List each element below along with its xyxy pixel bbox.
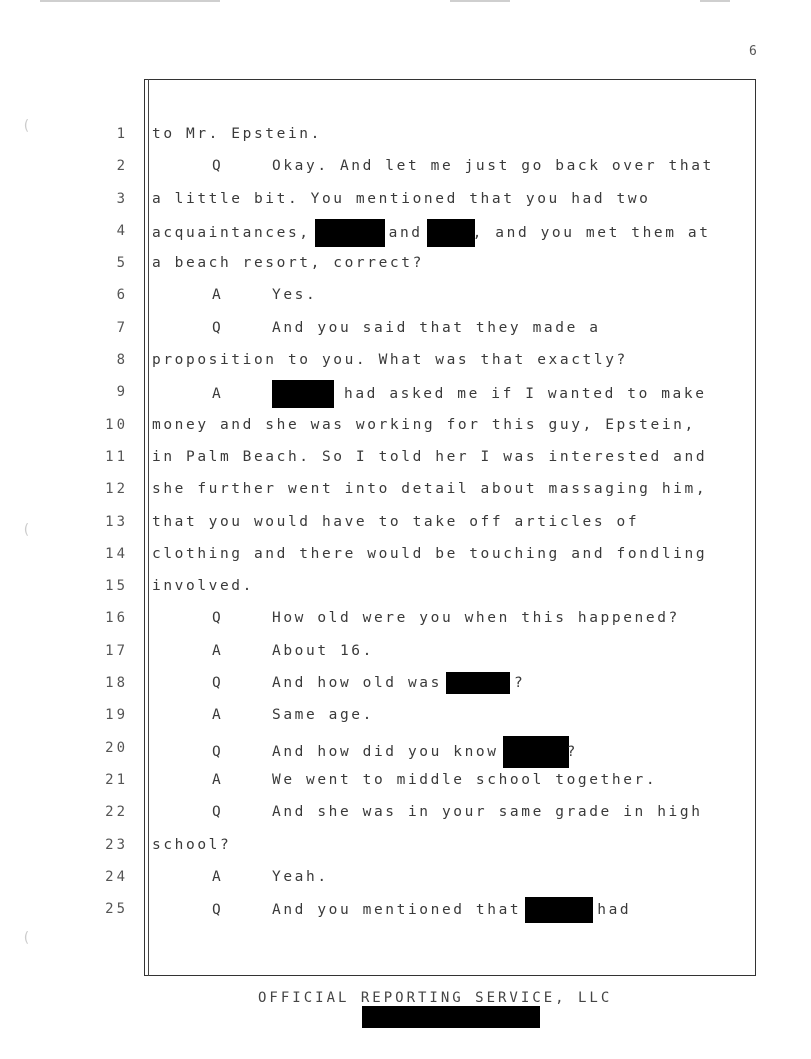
line-number: 6 [116,287,128,304]
line-number: 7 [116,319,128,336]
transcript-line [152,671,752,703]
transcript-line [152,477,752,509]
line-text: And you said that they made a [272,319,601,336]
redaction-block [427,219,475,247]
line-number: 3 [116,190,128,207]
speaker-label: A [212,707,224,724]
line-number: 11 [105,448,128,465]
punch-hole-mark: ( [22,930,31,946]
line-text: clothing and there would be touching and fondling [152,545,708,562]
line-number: 10 [105,416,128,433]
transcript-line [152,219,752,251]
line-text: Same age. [272,707,374,724]
line-number: 12 [105,481,128,498]
line-text: acquaintances, [152,224,311,241]
page-number: 6 [749,44,757,59]
punch-hole-mark: ( [22,522,31,538]
transcript-line [152,380,752,412]
speaker-label: Q [212,902,224,919]
transcript-line [152,283,752,315]
line-text: Yeah. [272,868,329,885]
line-text: How old were you when this happened? [272,610,680,627]
line-text: a beach resort, correct? [152,255,424,272]
redaction-block [525,897,593,923]
redaction-block [446,672,510,694]
transcript-body [152,122,752,929]
line-number: 18 [105,675,128,692]
line-text: And how did you know [272,743,499,760]
line-number: 5 [116,255,128,272]
line-text: school? [152,836,232,853]
line-number: 13 [105,513,128,530]
line-number: 19 [105,707,128,724]
line-text: to Mr. Epstein. [152,126,322,142]
transcript-line [152,510,752,542]
line-number: 20 [105,739,128,756]
transcript-line [152,574,752,606]
transcript-line [152,445,752,477]
line-text: We went to middle school together. [272,771,658,788]
transcript-line [152,348,752,380]
line-text: ? [513,675,526,692]
line-text: and [388,224,423,241]
speaker-label: A [212,642,224,659]
scan-artifact-rule [40,0,220,2]
speaker-label: Q [212,610,224,627]
transcript-line [152,316,752,348]
speaker-label: A [212,386,224,403]
transcript-line [152,187,752,219]
transcript-line [152,154,752,186]
speaker-label: Q [212,675,224,692]
line-text: in Palm Beach. So I told her I was interested and [152,448,708,465]
line-number-column [98,122,128,929]
redaction-block [272,380,334,408]
transcript-line [152,736,752,768]
line-number: 9 [116,384,128,401]
line-text: And you mentioned that [272,902,522,919]
scan-artifact-rule [700,0,730,2]
line-number: 4 [116,222,128,239]
transcript-line [152,251,752,283]
speaker-label: A [212,868,224,885]
transcript-line [152,542,752,574]
speaker-label: Q [212,743,224,760]
line-text: Okay. And let me just go back over that [272,158,714,175]
speaker-label: Q [212,804,224,821]
transcript-line [152,606,752,638]
transcript-line [152,768,752,800]
scan-artifact-rule [450,0,510,2]
line-text: money and she was working for this guy, Epstein, [152,416,696,433]
transcript-line [152,865,752,897]
line-text: And she was in your same grade in high [272,804,703,821]
punch-hole-mark: ( [22,118,31,134]
transcript-line [152,800,752,832]
line-number: 8 [116,352,128,369]
speaker-label: Q [212,158,224,175]
transcript-line [152,833,752,865]
line-number: 24 [105,868,128,885]
line-number: 21 [105,771,128,788]
speaker-label: A [212,287,224,304]
transcript-line [152,122,752,154]
transcript-line [152,703,752,735]
transcript-line [152,897,752,929]
line-number: 2 [116,158,128,175]
line-text: that you would have to take off articles of [152,513,640,530]
line-number: 1 [116,126,128,142]
line-text: ? [566,743,578,760]
line-text: About 16. [272,642,374,659]
transcript-line [152,413,752,445]
line-text: involved. [152,578,254,595]
line-number: 15 [105,578,128,595]
transcript-line [152,639,752,671]
line-text: And how old was [272,675,442,692]
line-number: 22 [105,804,128,821]
footer-reporting-service: OFFICIAL REPORTING SERVICE, LLC [258,990,613,1006]
line-number: 23 [105,836,128,853]
redaction-block [315,219,385,247]
line-text: Yes. [272,287,318,304]
line-text: a little bit. You mentioned that you had two [152,190,651,207]
line-text: she further went into detail about massaging him, [152,481,708,498]
line-number: 25 [105,901,128,918]
transcript-margin-rule [148,79,149,976]
redaction-block [362,1006,540,1028]
line-text: had [597,902,632,919]
line-number: 17 [105,642,128,659]
redaction-block [503,736,569,768]
line-text: had asked me if I wanted to make [344,386,707,403]
line-text: proposition to you. What was that exactly? [152,352,628,369]
line-number: 16 [105,610,128,627]
line-text: , and you met them at [472,224,711,241]
speaker-label: Q [212,319,224,336]
line-number: 14 [105,545,128,562]
speaker-label: A [212,771,224,788]
